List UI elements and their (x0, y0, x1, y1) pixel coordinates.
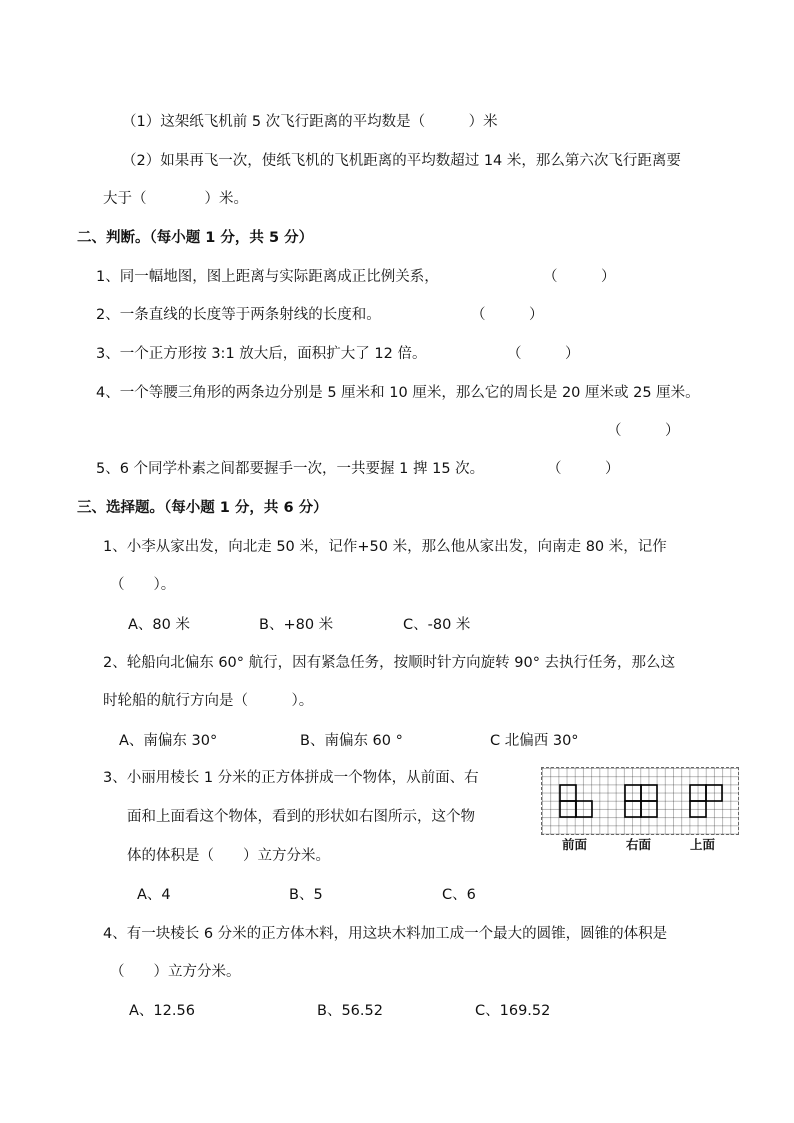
front-view-square (560, 801, 576, 817)
choice-q3-option-a[interactable]: A、4 (137, 887, 171, 903)
judgment-answer-blank-2[interactable]: （ ） (471, 307, 544, 323)
choice-q4-line1: 4、有一块棱长 6 分米的正方体木料，用这块木料加工成一个最大的圆锥，圆锥的体积是 (103, 926, 668, 942)
section-heading-judgment: 二、判断。（每小题 1 分，共 5 分） (77, 230, 314, 246)
right-view-square (625, 785, 641, 801)
choice-q2-option-b[interactable]: B、南偏东 60 ° (300, 733, 403, 749)
judgment-answer-blank-3[interactable]: （ ） (507, 346, 580, 362)
right-view-square (641, 801, 657, 817)
top-view-square (706, 785, 722, 801)
choice-q3-line2: 面和上面看这个物体，看到的形状如右图所示，这个物 (127, 809, 475, 825)
top-view-square (690, 785, 706, 801)
right-view-square (641, 785, 657, 801)
choice-q3-line1: 3、小丽用棱长 1 分米的正方体拼成一个物体，从前面、右 (103, 770, 479, 786)
choice-q1-line2: （ ）。 (110, 577, 176, 593)
q1-statement: （1）这架纸飞机前 5 次飞行距离的平均数是（ ）米 (122, 114, 498, 130)
top-view-square (690, 801, 706, 817)
three-view-figure (541, 767, 739, 835)
choice-q1-line1: 1、小李从家出发，向北走 50 米，记作+50 米，那么他从家出发，向南走 80 米，记作 (103, 539, 667, 555)
judgment-item-1: 1、同一幅地图，图上距离与实际距离成正比例关系， (96, 269, 439, 285)
choice-q4-option-a[interactable]: A、12.56 (129, 1003, 195, 1019)
front-view-square (576, 801, 592, 817)
judgment-item-2: 2、一条直线的长度等于两条射线的长度和。 (96, 307, 381, 323)
choice-q1-option-a[interactable]: A、80 米 (128, 617, 190, 633)
choice-q2-option-c[interactable]: C 北偏西 30° (490, 733, 579, 749)
choice-q4-option-c[interactable]: C、169.52 (475, 1003, 551, 1019)
choice-q3-option-b[interactable]: B、5 (289, 887, 323, 903)
choice-q1-option-b[interactable]: B、+80 米 (259, 617, 334, 633)
figure-label-top: 上面 (690, 837, 716, 852)
judgment-item-3: 3、一个正方形按 3:1 放大后，面积扩大了 12 倍。 (96, 346, 427, 362)
figure-label-front: 前面 (562, 837, 588, 852)
front-view-square (560, 785, 576, 801)
judgment-item-5: 5、6 个同学朴素之间都要握手一次，一共要握 1 捭 15 次。 (96, 461, 485, 477)
judgment-answer-blank-1[interactable]: （ ） (543, 269, 616, 285)
choice-q2-line2: 时轮船的航行方向是（ ）。 (103, 693, 314, 709)
choice-q4-option-b[interactable]: B、56.52 (317, 1003, 383, 1019)
choice-q2-line1: 2、轮船向北偏东 60° 航行，因有紧急任务，按顺时针方向旋转 90° 去执行任务，那么这 (103, 655, 676, 671)
q2-statement-line2: 大于（ ）米。 (103, 191, 248, 207)
section-heading-choice: 三、选择题。（每小题 1 分，共 6 分） (77, 500, 328, 516)
choice-q4-line2: （ ）立方分米。 (110, 964, 241, 980)
figure-label-right: 右面 (626, 837, 652, 852)
choice-q1-option-c[interactable]: C、-80 米 (403, 617, 471, 633)
choice-q3-option-c[interactable]: C、6 (442, 887, 476, 903)
judgment-item-4: 4、一个等腰三角形的两条边分别是 5 厘米和 10 厘米，那么它的周长是 20 厘米或 25 厘米。 (96, 385, 700, 401)
right-view-square (625, 801, 641, 817)
judgment-answer-blank-5[interactable]: （ ） (547, 461, 620, 477)
choice-q3-line3: 体的体积是（ ）立方分米。 (127, 848, 330, 864)
three-view-drawing (542, 768, 738, 834)
judgment-answer-blank-4[interactable]: （ ） (607, 423, 680, 439)
choice-q2-option-a[interactable]: A、南偏东 30° (119, 733, 218, 749)
q2-statement-line1: （2）如果再飞一次，使纸飞机的飞机距离的平均数超过 14 米，那么第六次飞行距离要 (122, 153, 681, 169)
